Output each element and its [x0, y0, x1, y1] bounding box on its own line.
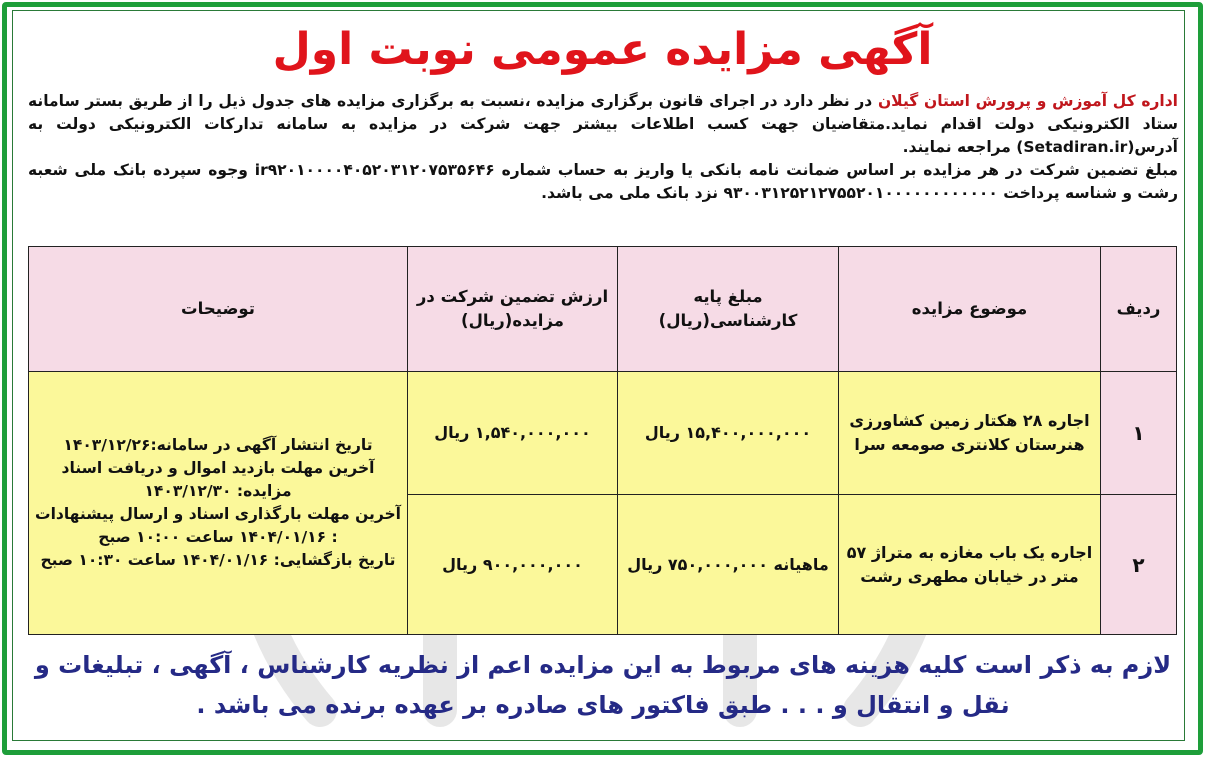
base-price-cell: ماهیانه ۷۵۰,۰۰۰,۰۰۰ ریال [618, 495, 839, 635]
table-header-row [29, 247, 1177, 372]
header-notes: توضیحات [29, 247, 408, 372]
table-row [29, 372, 1177, 495]
base-price-cell: ۱۵,۴۰۰,۰۰۰,۰۰۰ ریال [618, 372, 839, 495]
footer-note: لازم به ذکر است کلیه هزینه های مربوط به این مزایده اعم از نظریه کارشناس ، آگهی ، تبلیغات و نقل و انتقال و . . . طبق فاکتور های صادره بر عهده برنده می باشد . [34, 651, 1172, 719]
header-row-number: ردیف [1101, 247, 1177, 372]
notes-cell [29, 372, 408, 635]
intro-paragraph-1 [28, 90, 1178, 159]
page-title: آگهی مزایده عمومی نوبت اول [272, 24, 933, 75]
row-number: ۱ [1101, 372, 1177, 495]
header-guarantee: ارزش تضمین شرکت در مزایده(ریال) [408, 247, 618, 372]
row-number: ۲ [1101, 495, 1177, 635]
notes-opening-date: تاریخ بازگشایی: ۱۴۰۴/۰۱/۱۶ ساعت ۱۰:۳۰ صبح [40, 551, 396, 569]
notes-publish-date: تاریخ انتشار آگهی در سامانه:۱۴۰۳/۱۲/۲۶ [63, 436, 373, 454]
organization-name: اداره کل آموزش و پرورش استان گیلان [877, 92, 1178, 110]
subject-cell: اجاره ۲۸ هکتار زمین کشاورزی هنرستان کلانتری صومعه سرا [839, 372, 1101, 495]
intro-paragraph-2: مبلغ تضمین شرکت در هر مزایده بر اساس ضمانت نامه بانکی یا واریز به حساب شماره ir۹۲۰۱۰۰۰۰۴۰۵۲۰۳۱۲۰۷۵۳۵۶۴۶ وجوه سپرده بانک ملی شعبه رشت و شناسه پرداخت ۹۳۰۰۳۱۲۵۲۱۲۷۵۵۲۰۱۰۰۰۰۰۰۰۰۰۰۰۰ نزد بانک ملی می باشد. [28, 161, 1178, 202]
subject-cell: اجاره یک باب مغازه به متراژ ۵۷ متر در خیابان مطهری رشت [839, 495, 1101, 635]
guarantee-cell: ۱,۵۴۰,۰۰۰,۰۰۰ ریال [408, 372, 618, 495]
header-subject: موضوع مزایده [839, 247, 1101, 372]
intro-text [28, 90, 1178, 205]
notes-submission-deadline: آخرین مهلت بارگذاری اسناد و ارسال پیشنهادات : ۱۴۰۴/۰۱/۱۶ ساعت ۱۰:۰۰ صبح [35, 505, 401, 546]
auction-table [28, 246, 1177, 635]
intro-paragraph-1-text: در نظر دارد در اجرای قانون برگزاری مزایده ،نسبت به برگزاری مزایده های جدول ذیل را از طریق بستر سامانه ستاد الکترونیکی دولت اقدام نماید.متقاضیان جهت کسب اطلاعات بیشتر جهت شرکت در مزایده به سامانه تدارکات الکترونیکی دولت به آدرس(Setadiran.ir) مراجعه نمایند. [28, 92, 1178, 156]
notes-visit-deadline: آخرین مهلت بازدید اموال و دریافت اسناد مزایده: ۱۴۰۳/۱۲/۳۰ [61, 459, 375, 500]
guarantee-cell: ۹۰۰,۰۰۰,۰۰۰ ریال [408, 495, 618, 635]
header-base-price: مبلغ پایه کارشناسی(ریال) [618, 247, 839, 372]
